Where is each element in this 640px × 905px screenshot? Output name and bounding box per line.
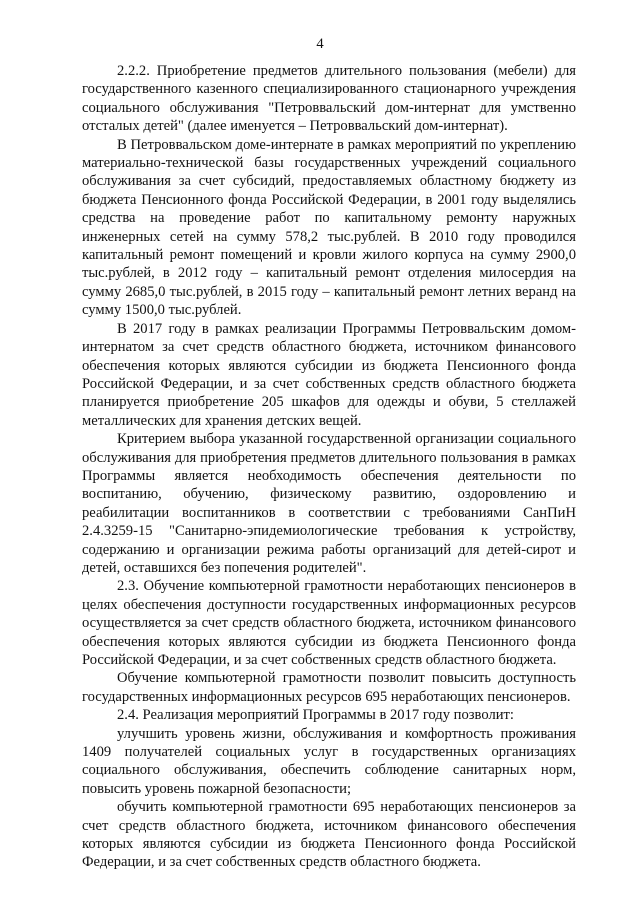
page-number: 4 [316,36,324,52]
paragraph-repair-history: В Петроввальском доме-интернате в рамках мероприятий по укреплению материально-технической базы государственных учреждений социального обслуживания за счет субсидий, предоставляемых областному бюджету из бюджета Пенсионного фонда Российской Федерации, в 2001 году выделялись средства на проведение работ по капитальному ремонту наружных инженерных сетей на сумму 578,2 тыс.рублей. В 2010 году проводился капитальный ремонт помещений и кровли жилого корпуса на сумму 2900,0 тыс.рублей, в 2012 году – капитальный ремонт отделения милосердия на сумму 2685,0 тыс.рублей, в 2015 году – капитальный ремонт летних веранд на сумму 1500,0 тыс.рублей. [82,136,576,319]
paragraph-2017-purchase: В 2017 году в рамках реализации Программы Петроввальским домом-интернатом за счет средств областного бюджета, источником финансового обеспечения которых являются субсидии из бюджета Пенсионного фонда Российской Федерации, и за счет собственных средств областного бюджета планируется приобретение 205 шкафов для одежды и обуви, 5 стеллажей металлических для хранения детских вещей. [82,320,576,429]
paragraph-2-2-2: 2.2.2. Приобретение предметов длительного пользования (мебели) для государственного казенного специализированного стационарного учреждения социального обслуживания "Петроввальский дом-интернат для умственно отсталых детей" (далее именуется – Петроввальский дом-интернат). [82,63,576,135]
paragraph-improve-living: улучшить уровень жизни, обслуживания и комфортность проживания 1409 получателей социальных услуг в государственных организациях социального обслуживания, обеспечить соблюдение санитарных норм, повысить уровень пожарной безопасности; [82,725,576,797]
document-body [82,62,576,872]
paragraph-2-3: 2.3. Обучение компьютерной грамотности неработающих пенсионеров в целях обеспечения доступности государственных информационных ресурсов осуществляется за счет средств областного бюджета, источником финансового обеспечения которых являются субсидии из бюджета Пенсионного фонда Российской Федерации, и за счет собственных средств областного бюджета. [82,578,576,668]
paragraph-selection-criterion: Критерием выбора указанной государственной организации социального обслуживания для приобретения предметов длительного пользования в рамках Программы является необходимость обеспечения деятельности по воспитанию, обучению, физическому развитию, оздоровлению и реабилитации воспитанников в соответствии с требованиями СанПиН 2.4.3259-15 "Санитарно-эпидемиологические требования к устройству, содержанию и организации режима работы организаций для детей-сирот и детей, оставшихся без попечения родителей". [82,431,576,576]
paragraph-2-4: 2.4. Реализация мероприятий Программы в 2017 году позволит: [117,707,514,724]
paragraph-computer-literacy: Обучение компьютерной грамотности позволит повысить доступность государственных информационных ресурсов 695 неработающих пенсионеров. [82,670,576,705]
paragraph-train-pensioners: обучить компьютерной грамотности 695 неработающих пенсионеров за счет средств областного бюджета, источником финансового обеспечения которых являются субсидии из бюджета Пенсионного фонда Российской Федерации, и за счет собственных средств областного бюджета. [82,799,576,871]
